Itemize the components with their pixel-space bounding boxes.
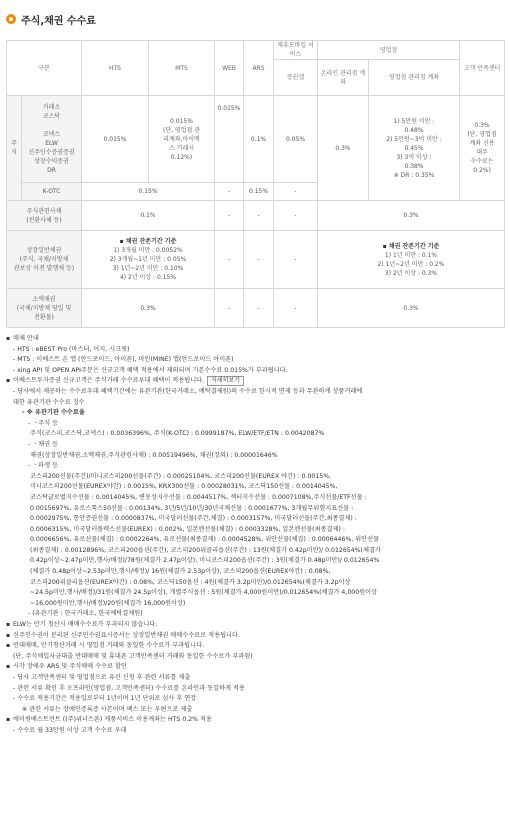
warrant-label: 주식관련사채 (전환사채 등) xyxy=(7,201,82,231)
header-web: WEB xyxy=(215,41,244,96)
note-bond-rates: 채권(상장일반채권,소액채권,주식관련사채) : 0.00519496%, 채권(장외) : 0.00001646% xyxy=(30,451,278,459)
bond-branch-title: ▪ 채권 잔존기간 기준 xyxy=(382,242,440,250)
kotc-hts-mts-rate: 0.15% xyxy=(82,183,215,201)
bond-branch-rate xyxy=(318,231,505,289)
affiliate-main-rate: 0.05% xyxy=(274,96,318,183)
header-branch-managed: 영업점 관리점 계좌 xyxy=(369,60,460,96)
bond-hts-mts-body: 1) 3개월 미만 : 0.0052% 2) 3개월~1년 미만 : 0.05% 3) 1년~2년 미만 : 0.10% 4) 2년 이상 : 0.15% xyxy=(109,247,187,281)
header-branch: 영업점 xyxy=(318,41,460,60)
web-main-rate: 0.015% xyxy=(215,96,244,183)
branch-managed-main-rate: 1) 5만원 미만 : 0.48% 2) 5만원~3억 미만 : 0.45% 3) 3억 이상 : 0.38% ※ DR : 0.35% xyxy=(369,96,460,201)
bond-affiliate-rate: - xyxy=(274,231,318,289)
details-button[interactable]: 자세히보기 xyxy=(207,376,244,386)
note-derivative-line: (체결가 0.48p이상~2.53p미만,행사/배정)/ 16원(체결가 2.53p이상), 코스피200옵션(EUREX야간) : 0.08%, xyxy=(30,568,331,576)
warrant-ars-rate: - xyxy=(244,201,274,231)
note-partner-account: ▪ 에이원베스트먼트 ((주)위너스폰) 게품서비스 이용계좌는 HTS 0.2% 적용 xyxy=(6,715,504,726)
header-call-center: 고객 만족센터 xyxy=(460,41,505,96)
note-stock-rates: 주식(코스피,코스닥,코넥스) : 0.0036396%, 주식(K-OTC) : 0.0999187%, ELW/ETF/ETN : 0.0042087% xyxy=(30,430,325,438)
note-disability-discount: ▪ 시각 장애우 ARS 및 주식매매 수수료 할인 xyxy=(6,662,504,673)
bond-hts-mts-rate xyxy=(82,231,215,289)
header-branch-online: 온라인 관리점 계좌 xyxy=(318,60,369,96)
warrant-web-rate: - xyxy=(215,201,244,231)
note-disability-docs: ※ 관련 서류는 장애인증록증 사본이며 팩스 또는 우편으로 제출 xyxy=(22,705,193,713)
small-bond-label: 소액채권 (국채/지방채 당일 및 전환물) xyxy=(7,289,82,328)
small-bond-ars-rate: - xyxy=(244,289,274,328)
header-category: 구분 xyxy=(7,41,82,96)
note-partner-discount: - 수수료 월 33만원 이상 고객 수수료 우대 xyxy=(13,726,127,734)
note-disability-step: - 당사 고객만족센터 및 영업점으로 유선 신청 후 관련 서류를 제출 xyxy=(13,674,191,681)
warrant-branch-rate: 0.3% xyxy=(318,201,505,231)
note-derivative-line: 미니코스피200선물(EUREX야간) : 0.0015%, KRX300선물 : 0.00028031%, 코스닥150선물 : 0.0014045%, xyxy=(30,483,338,491)
header-mts: MTS xyxy=(149,41,215,96)
call-center-main-rate: 0.3% (단, 영업점 계좌 신용 대주 수수료는 0.2%) xyxy=(460,96,505,201)
note-disability-step: - 관련 서류 확인 후 오프라인(영업점, 고객만족센터) 수수료를 온라인과 동일하게 적용 xyxy=(13,684,245,692)
bond-hts-mts-title: ▪ 채권 잔존기간 기준 xyxy=(119,238,177,245)
ars-main-rate: 0.1% xyxy=(244,96,274,183)
note-related-agencies: - (유관기관 : 한국거래소, 한국예탁결제원) xyxy=(28,610,143,618)
small-bond-hts-mts-rate: 0.3% xyxy=(82,289,215,328)
note-derivative-line: 0.0006656%, 유로선물(체결) : 0.0002264%, 유로선물(최종결제) : 0.0004528%, 위안선물(체결) : 0.0006446%, 위안선물 xyxy=(30,536,380,544)
note-derivative-line: 0.0002975%, 통안증권선물 : 0.0000837%, 미국달러선물(주간,체결) : 0.0003157%, 미국달러선물(주간,최종결제) : xyxy=(30,515,357,523)
note-related-fee-2: 대한 유관기관 수수료 징수 xyxy=(13,398,85,406)
warrant-affiliate-rate: - xyxy=(274,201,318,231)
note-derivative-line: ~24.5p미만,행사/배정)/31원(체결가 24.5p이상), 개별주식옵션 : 5원(체결가 4,000원미만)/0.012654%(체결가 4,000원이상 xyxy=(30,589,378,597)
market-group-label: 거래소 코스닥 코넥스 ELW 신주인수증권증권 상장수익증권 DR xyxy=(22,96,82,183)
note-forced-sale-detail: (단, 주식매입자금대출 반대매매 및 휴대폰 고객만족센터 거래와 동일한 수수료가 부과됨) xyxy=(13,652,253,660)
note-api: - xing API 및 OPEN API주문은 신규고객 혜택 적용에서 제외되며 기본수수료 0.015%가 부과됩니다. xyxy=(13,366,288,374)
branch-online-main-rate: 0.3% xyxy=(318,96,369,201)
bond-label: 상장일반채권 (주식, 국채/지방채 관보상 이전 발행채 등) xyxy=(7,231,82,289)
note-forced-sale: ▪ 반대매매, 만기청산거래 시 영업점 거래와 동일한 수수료가 부과됩니다. xyxy=(6,641,504,652)
bullet-circle-icon xyxy=(6,14,16,24)
kotc-web-rate: - xyxy=(215,183,244,201)
bond-web-rate: - xyxy=(215,231,244,289)
stock-label: 주 식 xyxy=(7,96,22,201)
note-bond-heading: - ㆍ채권 등 xyxy=(28,440,59,448)
note-new-customer-text: 이베스트투자증권 신규고객은 주식거래 수수료우대 혜택이 적용됩니다. xyxy=(13,377,205,385)
note-derivative-line: 코스탁글로벌지수선물 : 0.0014045%, 변동성지수선물 : 0.0044517%, 섹터지수선물 : 0.0007108%,주식선물/ETF선물 : xyxy=(30,493,367,501)
note-disability-step: - 수수료 적용기간은 적용일로부터 1년이며 1년 단위로 심사 후 연장 xyxy=(13,695,197,703)
note-derivative-line: 0.0006315%, 미국달러플렉스선물(EUREX) : 0.002%, 일본엔선물(체결) : 0.0003328%, 일본엔선물(최종결제) : xyxy=(30,525,345,533)
note-derivative-line: (최종결제) : 0.0012896%, 코스피200옵션(주간), 코스피200위클리옵션(주간) : 13원(체결가 0.42p미만)/ 0.012654%(체결가 xyxy=(30,546,381,554)
note-warrant: ▪ 신주인수권이 분리된 신주인수권표시증서는 상장일반채권 매매수수료로 적용됩니다. xyxy=(6,631,504,642)
note-derivative-line: 코스피200위클리옵션(EUREX야간) : 0.08%, 코스닥150옵션 : 4원(체결가 3.2p미만)/0.012654%(체결가 3.2p이상 xyxy=(30,578,351,586)
header-affiliate-sub: 증권앱 xyxy=(274,60,318,96)
small-bond-branch-rate: 0.3% xyxy=(318,289,505,328)
note-media: ▪ 매체 안내 xyxy=(6,334,504,345)
warrant-hts-mts-rate: 0.1% xyxy=(82,201,215,231)
kotc-affiliate-rate: - xyxy=(274,183,318,201)
notes xyxy=(6,334,504,737)
section-title: 주식,채권 수수료 xyxy=(6,10,96,28)
hts-main-rate: 0.015% xyxy=(82,96,149,183)
note-mts: - MTS : 이베스트 온 앱 (안드로이드, 아이폰), 마인(MINE) 앱(안드로이드 아이폰) xyxy=(13,356,234,364)
note-stock-heading: - ㆍ주식 등 xyxy=(28,419,59,427)
small-bond-web-rate: - xyxy=(215,289,244,328)
note-related-fee-rate-title: - ※ 유관기관 수수료율 xyxy=(22,409,85,417)
header-hts: HTS xyxy=(82,41,149,96)
header-affiliate: 제휴모바일 서비스 xyxy=(274,41,318,60)
header-ars: ARS xyxy=(244,41,274,96)
bond-ars-rate: - xyxy=(244,231,274,289)
fee-table xyxy=(6,40,505,328)
note-derivative-line: 0.0015697%, 유로스톡스50선물 : 0.00134%, 3년/5년/10년/30년국채선물 : 0.0001677%, 3개월무위험지표선물 : xyxy=(30,504,354,512)
note-derivative-heading: - ㆍ파생 등 xyxy=(28,462,59,470)
note-new-customer xyxy=(6,376,504,387)
note-elw: ▪ ELW는 만기 청산시 매매수수료가 부과되지 않습니다. xyxy=(6,620,504,631)
bond-branch-body: 1) 1년 미만 : 0.1% 2) 1년~2년 미만 : 0.2% 3) 2년 이상 : 0.3% xyxy=(377,251,445,277)
small-bond-affiliate-rate: - xyxy=(274,289,318,328)
note-hts: - HTS : eBEST Pro (마스터, 이지, 시크릿) xyxy=(13,345,130,353)
note-derivative-line: ~16,000원미만,행사/배정)/20원(체결가 16,000원이상) xyxy=(30,599,186,607)
mts-main-rate: 0.015% (단, 영업점 관 리계좌,아이맥 스 거래시 0.12%) xyxy=(149,96,215,183)
note-derivative-line: 0.42p이상~2.47p미만,행사/배정)/78원(체결가 2.47p이상), 미니코스피200옵션(주간) : 3원(체결가 0.48p미만)/ 0.012654% xyxy=(30,557,380,565)
kotc-ars-rate: 0.15% xyxy=(244,183,274,201)
kotc-label: K-OTC xyxy=(22,183,82,201)
note-derivative-line: 코스피200선물(주간)/미니코스피200선물(주간) : 0.00025104%, 코스피200선물(EUREX 야간) : 0.0015%, xyxy=(30,472,332,480)
note-related-fee-1: - 당사에서 제공하는 수수료우대 혜택기간에는 유관기관(한국거래소, 예탁결제원)의 수수료 한시적 면제 등과 무관하게 상품거래에 xyxy=(13,387,363,395)
